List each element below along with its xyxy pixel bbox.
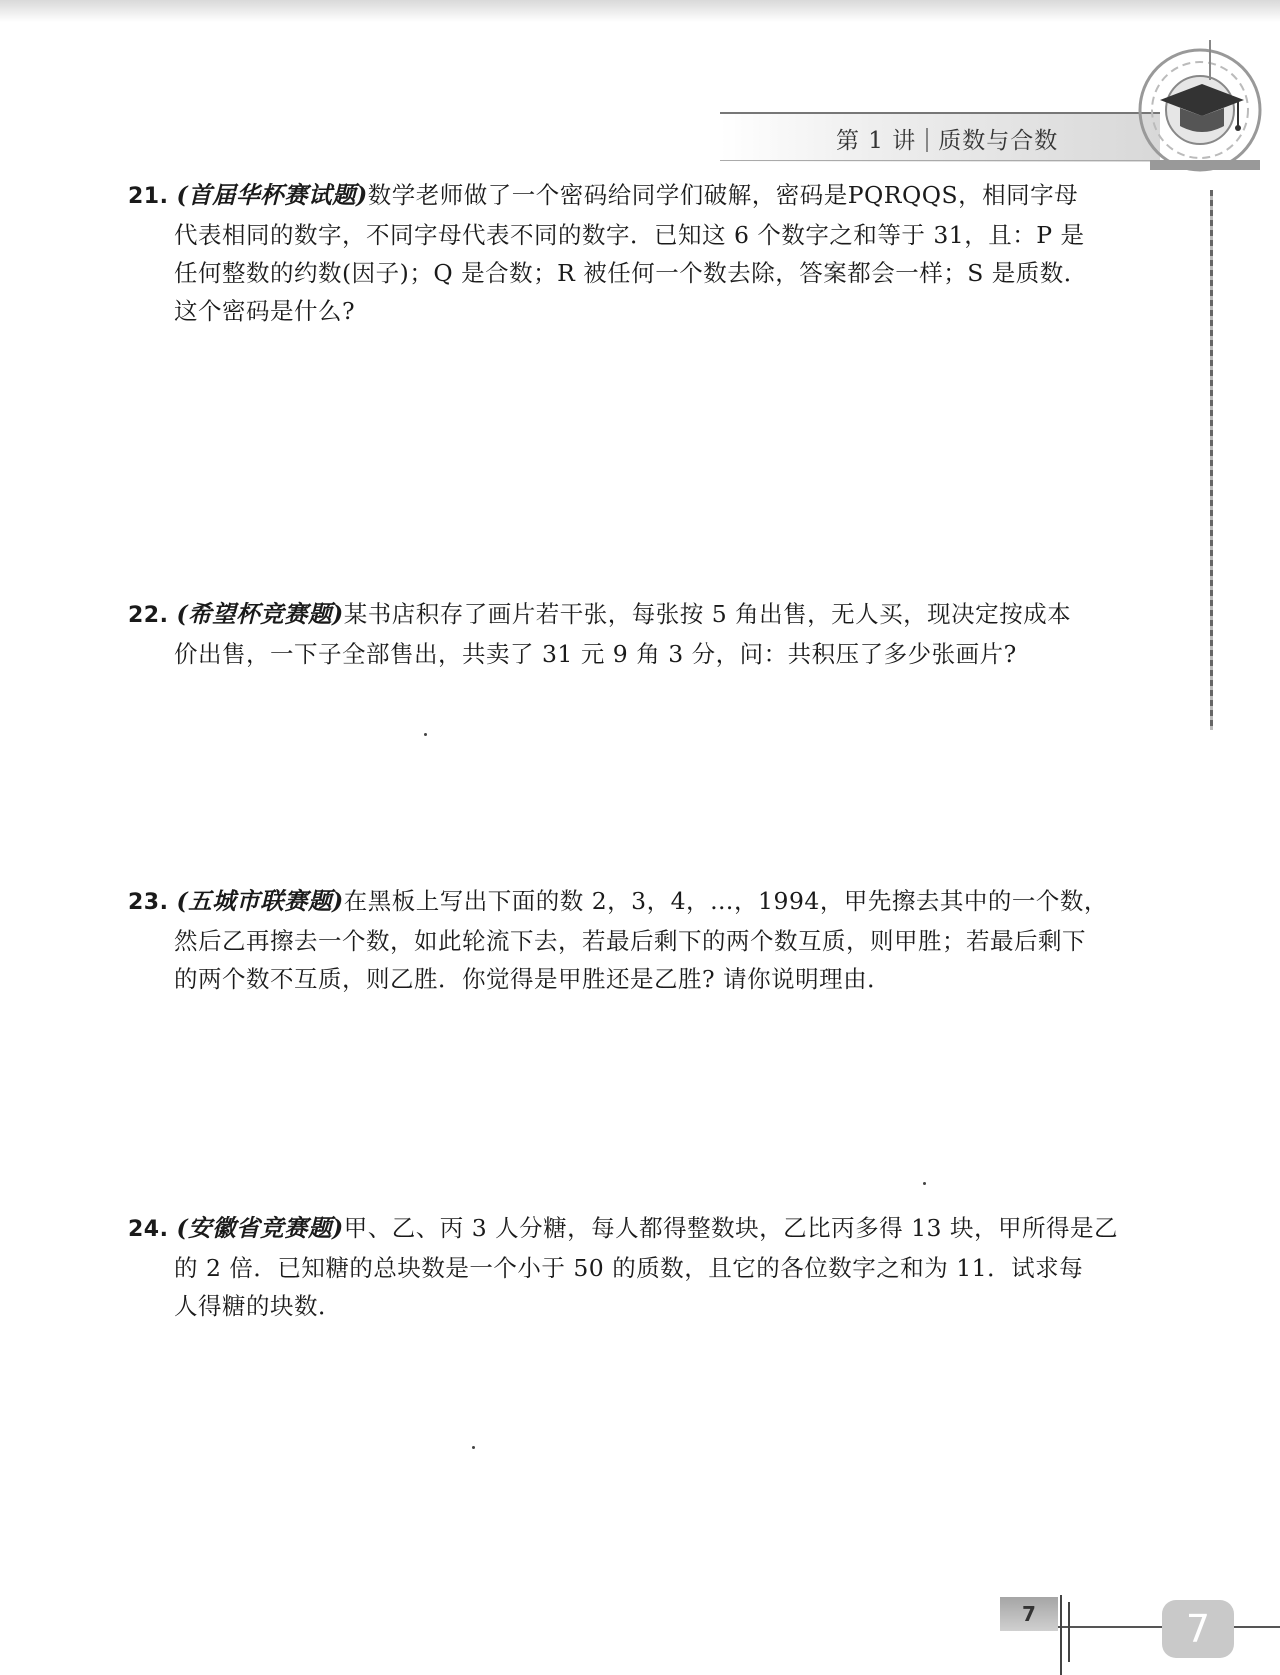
problem-source: (首届华杯赛试题): [176, 181, 368, 209]
problem-text-line: 在黑板上写出下面的数 2，3，4，…，1994，甲先擦去其中的一个数，: [343, 887, 1108, 915]
problem-text-line: 甲、乙、丙 3 人分糖，每人都得整数块，乙比丙多得 13 块，甲所得是乙: [343, 1214, 1118, 1242]
problem-source: (五城市联赛题): [176, 887, 344, 915]
problem-text-line: 某书店积存了画片若干张，每张按 5 角出售，无人买，现决定按成本: [343, 600, 1072, 628]
problem-text-line: 代表相同的数字，不同字母代表不同的数字．已知这 6 个数字之和等于 31，且：P 是: [174, 221, 1085, 249]
footer-divider: [1068, 1602, 1070, 1662]
problem-number: 24.: [128, 1217, 169, 1242]
problem-text-line: 价出售，一下子全部售出，共卖了 31 元 9 角 3 分，问：共积压了多少张画片?: [174, 640, 1017, 668]
problem-21: [128, 176, 1170, 330]
lecture-label: 第 1 讲: [836, 128, 917, 154]
problem-source: (安徽省竞赛题): [176, 1214, 344, 1242]
page-top-shadow: [0, 0, 1280, 22]
header-rule: [720, 112, 1160, 114]
problem-source: (希望杯竞赛题): [176, 600, 344, 628]
scan-speck: [472, 1446, 475, 1449]
footer-divider: [1060, 1595, 1062, 1675]
problem-text-line: 的两个数不互质，则乙胜．你觉得是甲胜还是乙胜? 请你说明理由．: [174, 965, 892, 993]
page-number-badge[interactable]: 7: [1162, 1600, 1234, 1658]
problem-number: 21.: [128, 184, 169, 209]
problem-number: 22.: [128, 603, 169, 628]
page-number-tab: 7: [1000, 1597, 1058, 1631]
problem-text-line: 人得糖的块数．: [174, 1292, 342, 1320]
running-header: [836, 122, 1058, 155]
problem-text-line: 然后乙再擦去一个数，如此轮流下去，若最后剩下的两个数互质，则甲胜；若最后剩下: [174, 927, 1086, 955]
problem-text-line: 这个密码是什么?: [174, 297, 356, 325]
scan-speck: [923, 1182, 926, 1185]
problem-text-line: 的 2 倍．已知糖的总块数是一个小于 50 的质数，且它的各位数字之和为 11．试求每: [174, 1254, 1084, 1282]
scan-speck: [424, 733, 427, 736]
problem-24: [128, 1209, 1170, 1325]
problem-text-line: 任何整数的约数(因子)；Q 是合数；R 被任何一个数去除，答案都会一样；S 是质数．: [174, 259, 1088, 287]
header-separator: [926, 128, 928, 152]
problem-number: 23.: [128, 890, 169, 915]
margin-rule: [1210, 190, 1213, 730]
problem-22: [128, 595, 1170, 673]
problem-text-line: 数学老师做了一个密码给同学们破解，密码是PQRQQS，相同字母: [367, 181, 1079, 209]
problem-23: [128, 882, 1170, 998]
header-rule-bottom: [720, 160, 1160, 161]
lecture-topic: 质数与合数: [938, 128, 1059, 154]
